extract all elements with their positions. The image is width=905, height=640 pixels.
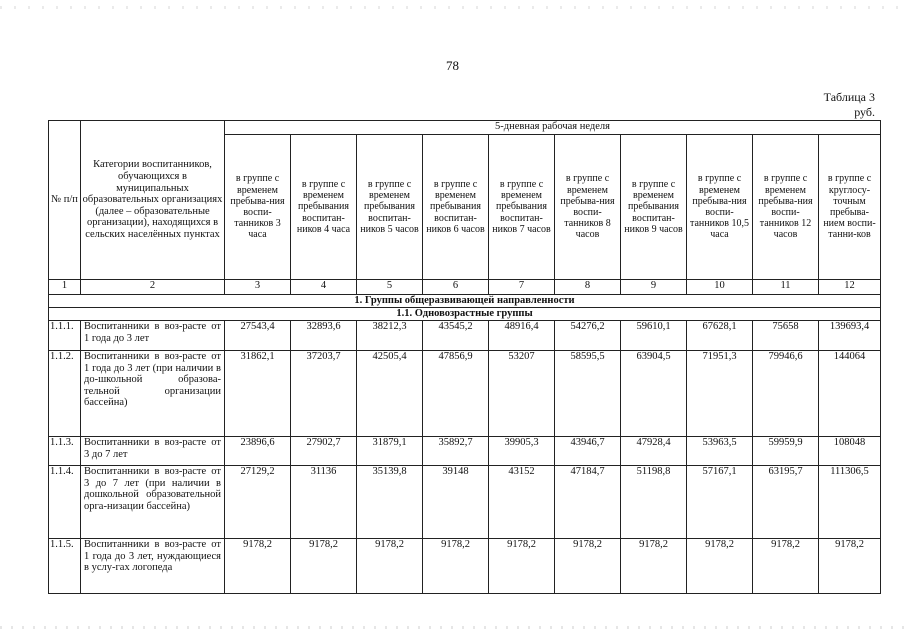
row-category: Воспитанники в воз-расте от 3 до 7 лет	[81, 437, 225, 466]
header-sub-4h: в группе с временем пребывания воспитан-ников 4 часа	[291, 135, 357, 280]
column-number: 5	[357, 280, 423, 295]
value-cell: 9178,2	[357, 539, 423, 594]
value-cell: 31879,1	[357, 437, 423, 466]
value-cell: 139693,4	[819, 321, 881, 351]
value-cell: 79946,6	[753, 351, 819, 437]
header-sub-8h: в группе с временем пребыва-ния воспи-танников 8 часов	[555, 135, 621, 280]
header-sub-10-5h: в группе с временем пребыва-ния воспи-танников 10,5 часа	[687, 135, 753, 280]
value-cell: 9178,2	[687, 539, 753, 594]
value-cell: 9178,2	[423, 539, 489, 594]
value-cell: 47856,9	[423, 351, 489, 437]
table-row	[49, 437, 881, 466]
column-number: 6	[423, 280, 489, 295]
value-cell: 35139,8	[357, 466, 423, 539]
value-cell: 63195,7	[753, 466, 819, 539]
subsection-title: 1.1. Одновозрастные группы	[49, 308, 881, 321]
value-cell: 9178,2	[819, 539, 881, 594]
value-cell: 75658	[753, 321, 819, 351]
value-cell: 27902,7	[291, 437, 357, 466]
value-cell: 38212,3	[357, 321, 423, 351]
value-cell: 108048	[819, 437, 881, 466]
value-cell: 59610,1	[621, 321, 687, 351]
value-cell: 9178,2	[555, 539, 621, 594]
column-number: 8	[555, 280, 621, 295]
value-cell: 39148	[423, 466, 489, 539]
column-number: 4	[291, 280, 357, 295]
header-category: Категории воспитанников, обучающихся в муниципальных образовательных организациях (далее – образовательные организации), находящихся в сельских населённых пунктах	[81, 121, 225, 280]
row-number: 1.1.5.	[49, 539, 81, 594]
value-cell: 9178,2	[291, 539, 357, 594]
value-cell: 23896,6	[225, 437, 291, 466]
column-number: 10	[687, 280, 753, 295]
table-label: Таблица 3	[823, 90, 875, 104]
row-category: Воспитанники в воз-расте от 3 до 7 лет (при наличии в дошкольной образовательной орга-низации бассейна)	[81, 466, 225, 539]
value-cell: 27129,2	[225, 466, 291, 539]
value-cell: 27543,4	[225, 321, 291, 351]
row-number: 1.1.4.	[49, 466, 81, 539]
value-cell: 47184,7	[555, 466, 621, 539]
value-cell: 58595,5	[555, 351, 621, 437]
row-category: Воспитанники в воз-расте от 1 года до 3 лет (при наличии в до-школьной образова-тельной организации бассейна)	[81, 351, 225, 437]
page-number: 78	[446, 58, 459, 73]
column-number: 7	[489, 280, 555, 295]
value-cell: 9178,2	[753, 539, 819, 594]
row-number: 1.1.1.	[49, 321, 81, 351]
value-cell: 63904,5	[621, 351, 687, 437]
header-sub-7h: в группе с временем пребывания воспитан-ников 7 часов	[489, 135, 555, 280]
header-sub-24h: в группе с круглосу-точным пребыва-нием воспи-танни-ков	[819, 135, 881, 280]
scan-edge-noise-bottom	[0, 626, 905, 629]
value-cell: 54276,2	[555, 321, 621, 351]
column-number: 1	[49, 280, 81, 295]
column-number: 2	[81, 280, 225, 295]
value-cell: 35892,7	[423, 437, 489, 466]
value-cell: 47928,4	[621, 437, 687, 466]
scan-edge-noise-top	[0, 6, 905, 9]
header-sub-5h: в группе с временем пребывания воспитан-ников 5 часов	[357, 135, 423, 280]
value-cell: 9178,2	[621, 539, 687, 594]
column-number: 3	[225, 280, 291, 295]
value-cell: 39905,3	[489, 437, 555, 466]
value-cell: 48916,4	[489, 321, 555, 351]
table-row	[49, 466, 881, 539]
header-col-no: № п/п	[49, 121, 81, 280]
value-cell: 51198,8	[621, 466, 687, 539]
table-row	[49, 321, 881, 351]
value-cell: 43946,7	[555, 437, 621, 466]
value-cell: 67628,1	[687, 321, 753, 351]
row-number: 1.1.2.	[49, 351, 81, 437]
value-cell: 71951,3	[687, 351, 753, 437]
section-title: 1. Группы общеразвивающей направленности	[49, 295, 881, 308]
column-number: 9	[621, 280, 687, 295]
value-cell: 144064	[819, 351, 881, 437]
row-number: 1.1.3.	[49, 437, 81, 466]
column-number: 11	[753, 280, 819, 295]
value-cell: 42505,4	[357, 351, 423, 437]
value-cell: 59959,9	[753, 437, 819, 466]
value-cell: 31862,1	[225, 351, 291, 437]
value-cell: 111306,5	[819, 466, 881, 539]
unit-label: руб.	[854, 105, 875, 119]
value-cell: 53963,5	[687, 437, 753, 466]
table-row	[49, 351, 881, 437]
value-cell: 37203,7	[291, 351, 357, 437]
value-cell: 57167,1	[687, 466, 753, 539]
value-cell: 43545,2	[423, 321, 489, 351]
header-sub-9h: в группе с временем пребывания воспитан-ников 9 часов	[621, 135, 687, 280]
value-cell: 43152	[489, 466, 555, 539]
value-cell: 31136	[291, 466, 357, 539]
value-cell: 32893,6	[291, 321, 357, 351]
row-category: Воспитанники в воз-расте от 1 года до 3 лет	[81, 321, 225, 351]
column-number: 12	[819, 280, 881, 295]
value-cell: 9178,2	[489, 539, 555, 594]
table-caption	[824, 90, 875, 120]
header-sub-6h: в группе с временем пребывания воспитан-ников 6 часов	[423, 135, 489, 280]
header-sub-3h: в группе с временем пребыва-ния воспи-танников 3 часа	[225, 135, 291, 280]
header-sub-12h: в группе с временем пребыва-ния воспи-танников 12 часов	[753, 135, 819, 280]
tariff-table	[48, 120, 881, 594]
row-category: Воспитанники в воз-расте от 1 года до 3 лет, нуждающиеся в услу-гах логопеда	[81, 539, 225, 594]
value-cell: 53207	[489, 351, 555, 437]
value-cell: 9178,2	[225, 539, 291, 594]
header-workweek: 5-дневная рабочая неделя	[225, 121, 881, 135]
table-row	[49, 539, 881, 594]
